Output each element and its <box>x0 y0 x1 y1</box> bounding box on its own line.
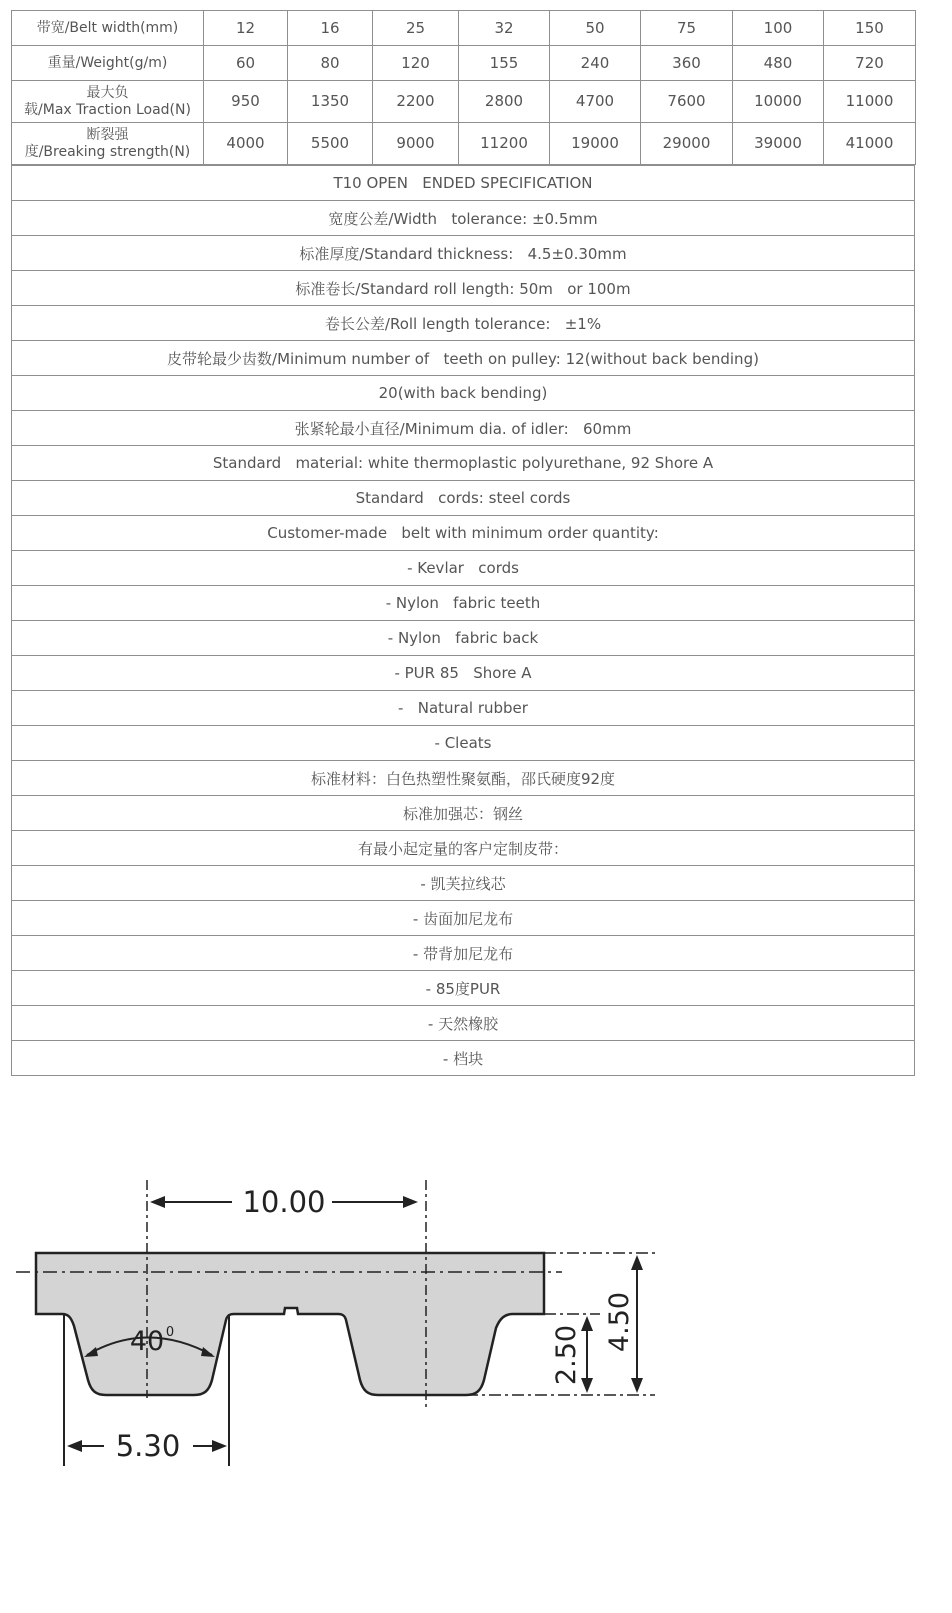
spec-item: 有最小起定量的客户定制皮带： <box>12 831 915 866</box>
spec-item: 标准厚度/Standard thickness: 4.5±0.30mm <box>12 236 915 271</box>
table-cell: 480 <box>733 46 824 81</box>
spec-row <box>12 341 915 376</box>
spec-row <box>12 656 915 691</box>
tooth-height-arrowhead-bottom <box>581 1378 593 1393</box>
spec-item: - Nylon fabric teeth <box>12 586 915 621</box>
total-height-arrowhead-top <box>631 1255 643 1270</box>
spec-item: - Cleats <box>12 726 915 761</box>
table-cell: 16 <box>288 11 373 46</box>
spec-row <box>12 726 915 761</box>
table-cell: 240 <box>550 46 641 81</box>
table-cell: 25 <box>373 11 459 46</box>
pitch-arrowhead-left <box>150 1196 165 1208</box>
pitch-arrowhead-right <box>403 1196 418 1208</box>
table-cell: 10000 <box>733 81 824 123</box>
spec-item: 20(with back bending) <box>12 376 915 411</box>
spec-row <box>12 411 915 446</box>
spec-item: 张紧轮最小直径/Minimum dia. of idler: 60mm <box>12 411 915 446</box>
spec-item: 皮带轮最少齿数/Minimum number of teeth on pulley: 12(without back bending) <box>12 341 915 376</box>
table-cell: 11200 <box>459 123 550 165</box>
spec-item: - 凯芙拉线芯 <box>12 866 915 901</box>
tooth-width-arrowhead-left <box>67 1440 82 1452</box>
table-cell: 9000 <box>373 123 459 165</box>
spec-row <box>12 201 915 236</box>
table-cell: 5500 <box>288 123 373 165</box>
spec-row <box>12 1006 915 1041</box>
spec-item: Standard material: white thermoplastic polyurethane, 92 Shore A <box>12 446 915 481</box>
spec-item: - 85度PUR <box>12 971 915 1006</box>
table-cell: 120 <box>373 46 459 81</box>
spec-row <box>12 1041 915 1076</box>
spec-row <box>12 271 915 306</box>
tooth-width-label: 5.30 <box>115 1429 181 1463</box>
tooth-height-arrowhead-top <box>581 1316 593 1331</box>
spec-row <box>12 481 915 516</box>
spec-item: 标准材料：白色热塑性聚氨酯，邵氏硬度92度 <box>12 761 915 796</box>
table-row <box>12 123 916 165</box>
spec-row <box>12 831 915 866</box>
belt-profile <box>36 1253 544 1395</box>
specification-table <box>11 164 915 1076</box>
row-header: 最大负 载/Max Traction Load(N) <box>12 81 204 123</box>
spec-row <box>12 796 915 831</box>
spec-row <box>12 936 915 971</box>
table-row <box>12 81 916 123</box>
spec-item: - 齿面加尼龙布 <box>12 901 915 936</box>
table-cell: 360 <box>641 46 733 81</box>
spec-item: - 档块 <box>12 1041 915 1076</box>
spec-item: Customer-made belt with minimum order quantity: <box>12 516 915 551</box>
spec-row <box>12 376 915 411</box>
table-cell: 60 <box>204 46 288 81</box>
table-cell: 950 <box>204 81 288 123</box>
spec-item: - Nylon fabric back <box>12 621 915 656</box>
spec-row <box>12 236 915 271</box>
spec-item: - 带背加尼龙布 <box>12 936 915 971</box>
row-header: 重量/Weight(g/m) <box>12 46 204 81</box>
spec-row <box>12 165 915 201</box>
tooth-width-arrowhead-right <box>212 1440 227 1452</box>
table-cell: 39000 <box>733 123 824 165</box>
spec-row <box>12 901 915 936</box>
table-cell: 75 <box>641 11 733 46</box>
spec-row <box>12 586 915 621</box>
spec-row <box>12 446 915 481</box>
spec-row <box>12 761 915 796</box>
spec-item: 标准加强芯：钢丝 <box>12 796 915 831</box>
row-header: 断裂强 度/Breaking strength(N) <box>12 123 204 165</box>
table-cell: 720 <box>824 46 916 81</box>
table-cell: 155 <box>459 46 550 81</box>
table-cell: 80 <box>288 46 373 81</box>
table-cell: 100 <box>733 11 824 46</box>
table-cell: 4000 <box>204 123 288 165</box>
spec-item: - Natural rubber <box>12 691 915 726</box>
row-header: 带宽/Belt width(mm) <box>12 11 204 46</box>
table-cell: 7600 <box>641 81 733 123</box>
total-height-label: 4.50 <box>604 1291 635 1353</box>
table-cell: 11000 <box>824 81 916 123</box>
spec-item: - Kevlar cords <box>12 551 915 586</box>
table-cell: 19000 <box>550 123 641 165</box>
total-height-arrowhead-bottom <box>631 1378 643 1393</box>
angle-degree-symbol: 0 <box>165 1325 175 1340</box>
table-cell: 12 <box>204 11 288 46</box>
table-cell: 150 <box>824 11 916 46</box>
table-cell: 2800 <box>459 81 550 123</box>
pitch-label: 10.00 <box>242 1185 326 1219</box>
spec-item: 卷长公差/Roll length tolerance: ±1% <box>12 306 915 341</box>
table-row <box>12 11 916 46</box>
table-cell: 50 <box>550 11 641 46</box>
table-cell: 4700 <box>550 81 641 123</box>
angle-label: 40 <box>129 1326 165 1357</box>
spec-item: - PUR 85 Shore A <box>12 656 915 691</box>
spec-item: Standard cords: steel cords <box>12 481 915 516</box>
tooth-height-label: 2.50 <box>551 1324 582 1386</box>
table-row <box>12 46 916 81</box>
spec-row <box>12 306 915 341</box>
t10-tooth-profile-diagram <box>0 1150 700 1480</box>
spec-item: - 天然橡胶 <box>12 1006 915 1041</box>
table-cell: 32 <box>459 11 550 46</box>
belt-width-table <box>11 10 916 165</box>
table-cell: 2200 <box>373 81 459 123</box>
spec-row <box>12 551 915 586</box>
spec-title: T10 OPEN ENDED SPECIFICATION <box>12 165 915 201</box>
spec-row <box>12 691 915 726</box>
spec-item: 标准卷长/Standard roll length: 50m or 100m <box>12 271 915 306</box>
spec-item: 宽度公差/Width tolerance: ±0.5mm <box>12 201 915 236</box>
spec-row <box>12 866 915 901</box>
table-cell: 1350 <box>288 81 373 123</box>
spec-row <box>12 516 915 551</box>
spec-row <box>12 621 915 656</box>
table-cell: 41000 <box>824 123 916 165</box>
table-cell: 29000 <box>641 123 733 165</box>
spec-row <box>12 971 915 1006</box>
